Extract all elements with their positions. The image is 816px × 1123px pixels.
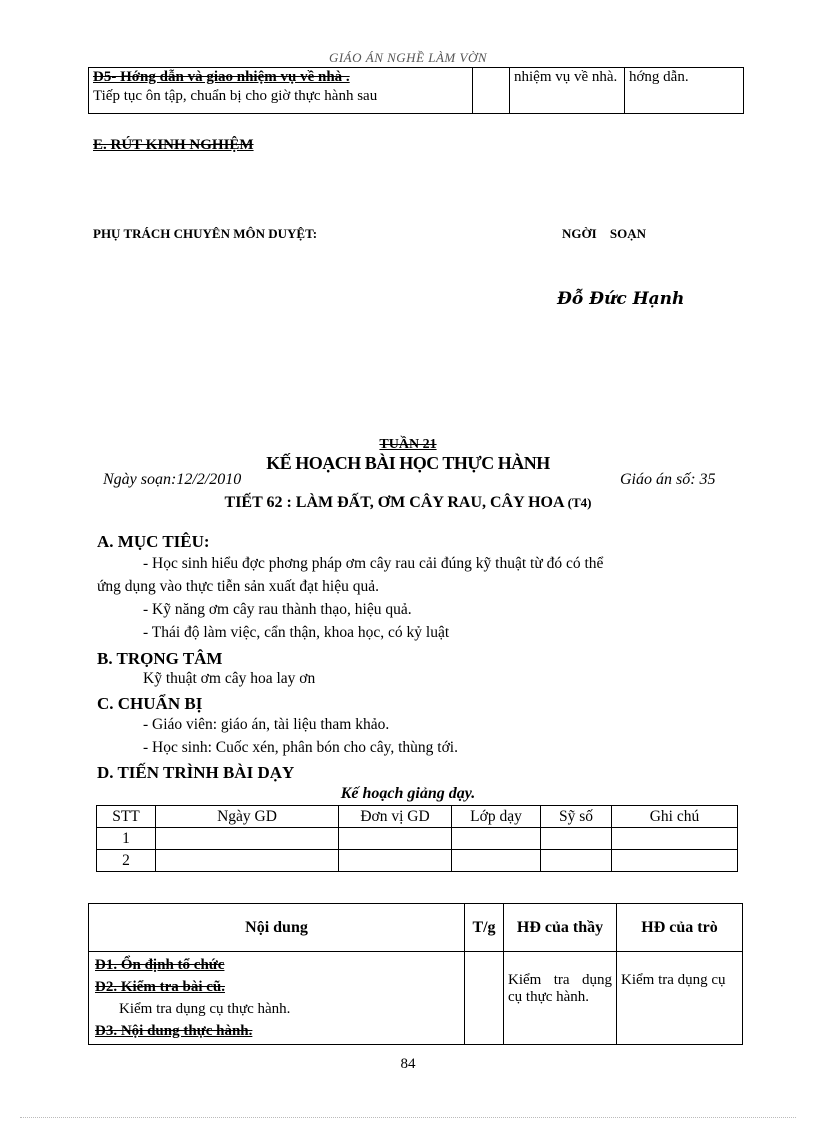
continuation-time-cell [473, 68, 510, 114]
lesson-title-suffix: (T4) [567, 495, 592, 510]
page-bottom-rule [20, 1117, 796, 1118]
page-header: GIÁO ÁN NGHỀ LÀM VỜN [328, 50, 488, 65]
section-b-heading: B. TRỌNG TÂM [97, 649, 223, 668]
activity-table [88, 903, 743, 1045]
plan-title: KẾ HOẠCH BÀI HỌC THỰC HÀNH [266, 453, 550, 473]
page-number: 84 [400, 1056, 416, 1072]
activity-teacher-cell: Kiểm tra dụng cụ thực hành. [504, 952, 617, 1045]
activity-time-cell [465, 952, 504, 1045]
d2-heading: D2. Kiểm tra bài cũ. [95, 979, 225, 995]
header-teacher: HĐ của thầy [504, 904, 617, 952]
row-1-class [452, 828, 541, 850]
teaching-plan-table [96, 805, 738, 872]
row-1-stt: 1 [97, 828, 156, 850]
continuation-content-cell [89, 68, 473, 114]
activity-student-cell: Kiểm tra dụng cụ [617, 952, 743, 1045]
row-1-count [541, 828, 612, 850]
header-content: Nội dung [89, 904, 465, 952]
activity-content-cell [89, 952, 465, 1045]
row-2-class [452, 850, 541, 872]
row-2-stt: 2 [97, 850, 156, 872]
row-2-note [612, 850, 738, 872]
lesson-number: Giáo án số: 35 [620, 471, 716, 488]
section-d-heading: D. TIẾN TRÌNH BÀI DẠY [97, 763, 295, 782]
row-1-date [156, 828, 339, 850]
row-2-count [541, 850, 612, 872]
header-time: T/g [465, 904, 504, 952]
date-prepared: Ngày soạn:12/2/2010 [103, 471, 242, 488]
section-c-heading: C. CHUẨN BỊ [97, 694, 203, 713]
header-stt: STT [97, 806, 156, 828]
d1-heading: D1. Ổn định tổ chức [95, 957, 225, 973]
continuation-student-cell: hớng dẫn. [625, 68, 744, 114]
author-label: NGỜI SOẠN [562, 226, 647, 241]
section-a-line-4: - Thái độ làm việc, cẩn thận, khoa học, có kỷ luật [143, 624, 450, 641]
section-b-line-1: Kỹ thuật ơm cây hoa lay ơn [143, 670, 316, 687]
header-note: Ghi chú [612, 806, 738, 828]
row-1-note [612, 828, 738, 850]
header-class: Lớp dạy [452, 806, 541, 828]
section-a-line-2: ứng dụng vào thực tiễn sản xuất đạt hiệu quả. [97, 578, 379, 595]
row-1-unit [339, 828, 452, 850]
section-a-heading: A. MỤC TIÊU: [97, 532, 210, 551]
row-2-date [156, 850, 339, 872]
week-label: TUẦN 21 [379, 437, 437, 452]
continuation-table [88, 67, 744, 114]
header-student: HĐ của trò [617, 904, 743, 952]
section-c-line-2: - Học sinh: Cuốc xén, phân bón cho cây, thùng tới. [143, 739, 458, 756]
d5-heading: D5- Hớng dẫn và giao nhiệm vụ về nhà . [93, 69, 350, 85]
continuation-teacher-cell: nhiệm vụ về nhà. [510, 68, 625, 114]
row-2-unit [339, 850, 452, 872]
section-a-line-1: - Học sinh hiểu đợc phơng pháp ơm cây rau cải đúng kỹ thuật từ đó có thể [143, 555, 604, 572]
plan-table-caption: Kế hoạch giảng dạy. [340, 785, 476, 802]
header-unit: Đơn vị GD [339, 806, 452, 828]
lesson-title-text: TIẾT 62 : LÀM ĐẤT, ƠM CÂY RAU, CÂY HOA [224, 494, 564, 511]
header-count: Sỹ số [541, 806, 612, 828]
header-date: Ngày GD [156, 806, 339, 828]
section-e-heading: E. RÚT KINH NGHIỆM [93, 137, 254, 153]
approver-label: PHỤ TRÁCH CHUYÊN MÔN DUYỆT: [93, 226, 318, 241]
d2-text: Kiểm tra dụng cụ thực hành. [119, 1001, 291, 1017]
author-signature: Đỗ Đức Hạnh [557, 289, 685, 309]
d3-heading: D3. Nội dung thực hành. [95, 1023, 253, 1039]
section-a-line-3: - Kỹ năng ơm cây rau thành thạo, hiệu quả. [143, 601, 412, 618]
section-c-line-1: - Giáo viên: giáo án, tài liệu tham khảo. [143, 716, 390, 733]
lesson-title [0, 494, 816, 512]
d5-text: Tiếp tục ôn tập, chuẩn bị cho giờ thực hành sau [93, 88, 378, 104]
